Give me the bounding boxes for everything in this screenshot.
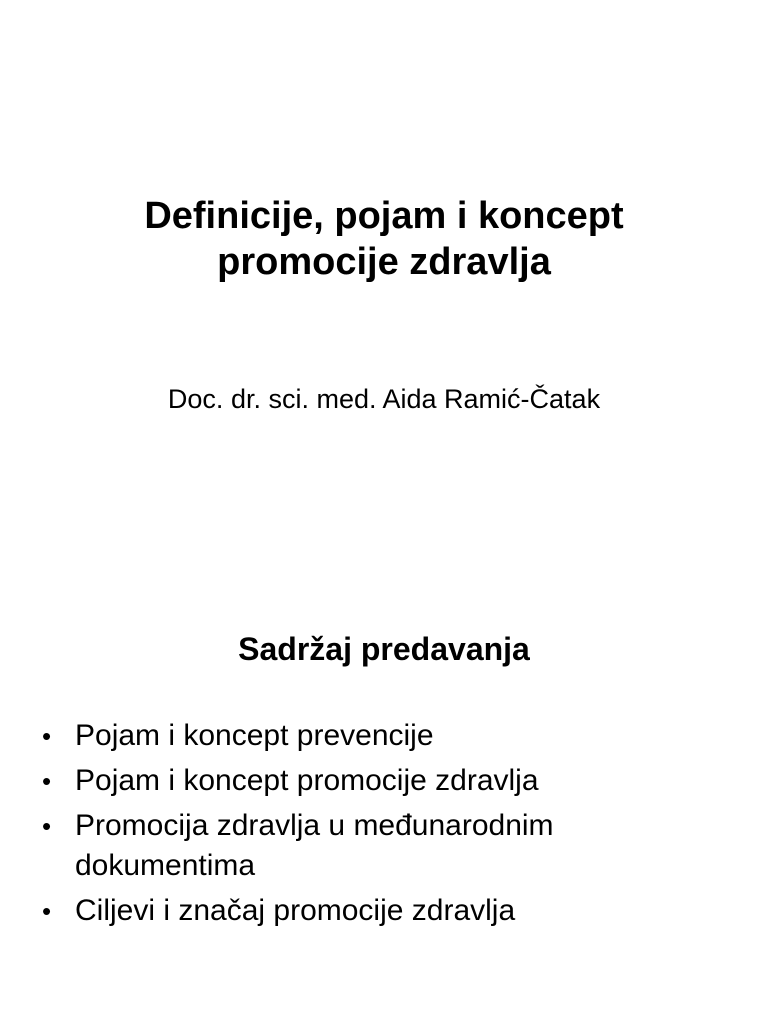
list-item-text: Pojam i koncept promocije zdravlja [75,764,539,797]
contents-heading: Sadržaj predavanja [238,631,530,667]
list-item [42,716,722,756]
list-item [42,806,722,886]
author-line: Doc. dr. sci. med. Aida Ramić-Čatak [167,384,601,414]
list-item-text: Ciljevi i značaj promocije zdravlja [75,894,516,927]
list-item-text: Promocija zdravlja u međunarodnim dokumentima [75,809,554,882]
contents-list [42,716,722,936]
list-item [42,891,722,931]
bullet-icon: • [42,811,52,841]
title-line-2: promocije zdravlja [217,241,551,283]
slide-title [0,193,768,285]
contents-slide [0,512,768,1024]
bullet-icon: • [42,721,52,751]
bullet-icon: • [42,766,52,796]
list-item [42,761,722,801]
title-line-1: Definicije, pojam i koncept [144,195,624,237]
list-item-text: Pojam i koncept prevencije [75,719,434,752]
bullet-icon: • [42,896,52,926]
